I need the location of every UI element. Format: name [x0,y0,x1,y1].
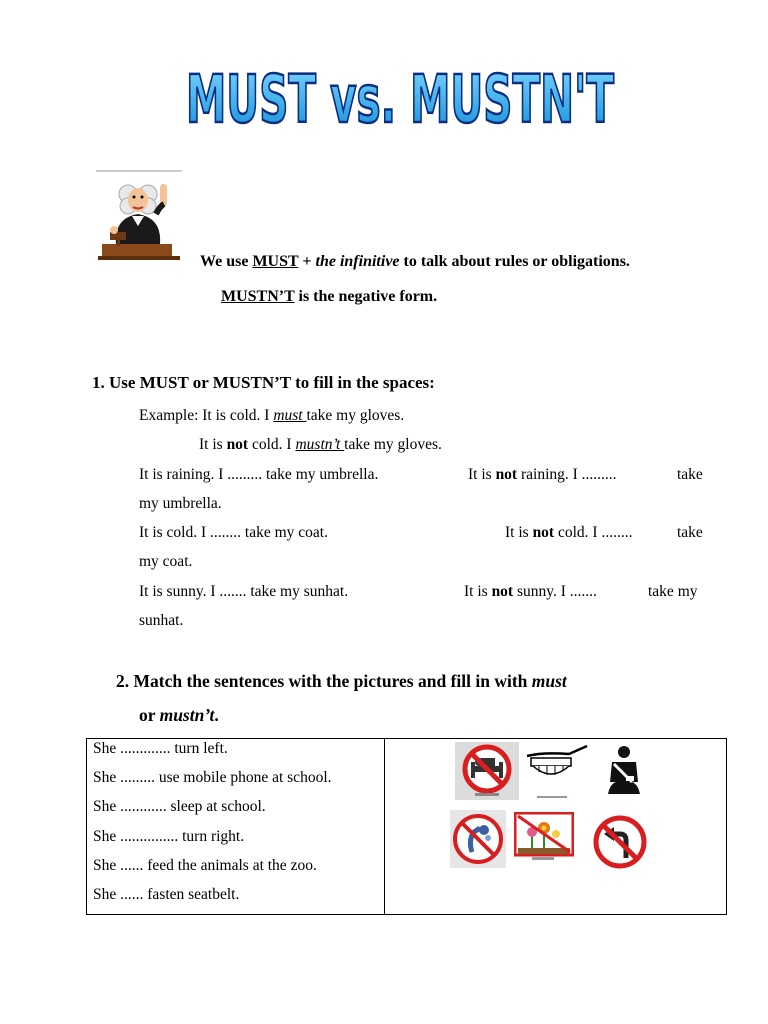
exercise1-item-2-end: take [677,524,703,541]
exercise1-item-3-right: It is not sunny. I ....... [464,583,597,600]
intro-text-end: to talk about rules or obligations. [399,253,630,270]
example-must: must [273,407,307,424]
exercise1-heading: 1. Use MUST or MUSTN’T to fill in the spaces: [92,373,435,392]
judge-illustration [94,170,184,266]
no-picking-flowers-icon [514,812,574,862]
heading-mustnt: mustn’t [159,705,215,725]
exercise1-item-3-left: It is sunny. I ....... take my sunhat. [139,583,349,600]
exercise2-heading: 2. Match the sentences with the pictures and fill in with must [116,671,567,691]
plus-sign: + [298,253,316,270]
exercise1-item-1-right: It is not raining. I ......... [468,466,617,483]
example-line [139,407,404,425]
intro-text: We use [200,253,253,270]
seatbelt-icon [596,742,652,798]
example2-text: It is [199,436,227,453]
exercise1-item-3-end: take my [648,583,698,600]
exercise1-item-2-cont: my coat. [139,553,193,570]
exercise1-item-1-cont: my umbrella. [139,495,222,512]
example2-mid: cold. I [248,436,296,453]
must-keyword: MUST [252,253,299,270]
list-item: She ......... use mobile phone at school. [93,769,332,787]
sentences-cell [87,739,385,915]
list-item: She ...... feed the animals at the zoo. [93,856,317,874]
example-text: Example: It is cold. I [139,407,274,424]
example2-line [199,436,442,454]
exercise1-item-2-right: It is not cold. I ........ [505,524,633,541]
negative-text: is the negative form. [294,288,438,305]
no-sleeping-icon [455,742,519,800]
exercise1-item-1-end: take [677,466,703,483]
infinitive-term: the infinitive [315,253,400,270]
list-item: She ............ sleep at school. [93,798,266,816]
list-item: She ...... fasten seatbelt. [93,885,240,903]
exercise1-item-1-left: It is raining. I ......... take my umbrella. [139,466,379,483]
heading-must: must [531,671,567,691]
example2-text-end: take my gloves. [344,436,442,453]
page-title [180,54,620,136]
mustnt-keyword: MUSTN’T [221,288,295,305]
list-item: She ............... turn right. [93,827,245,845]
exercise2-heading-cont: or mustn’t. [139,705,219,725]
exercise1-item-2-left: It is cold. I ........ take my coat. [139,524,328,541]
intro-negative-line [221,288,437,306]
example2-mustnt: mustn’t [295,436,345,453]
list-item: She ............. turn left. [93,740,228,757]
no-left-turn-icon [592,814,648,870]
page-title-text: MUST vs. MUSTN'T [186,61,614,136]
toothbrush-icon [523,742,591,802]
exercise1-item-3-cont: sunhat. [139,612,184,629]
no-feeding-icon [450,810,506,868]
example-text-end: take my gloves. [306,407,405,424]
intro-rule-line [200,253,630,271]
example2-not: not [226,436,249,453]
